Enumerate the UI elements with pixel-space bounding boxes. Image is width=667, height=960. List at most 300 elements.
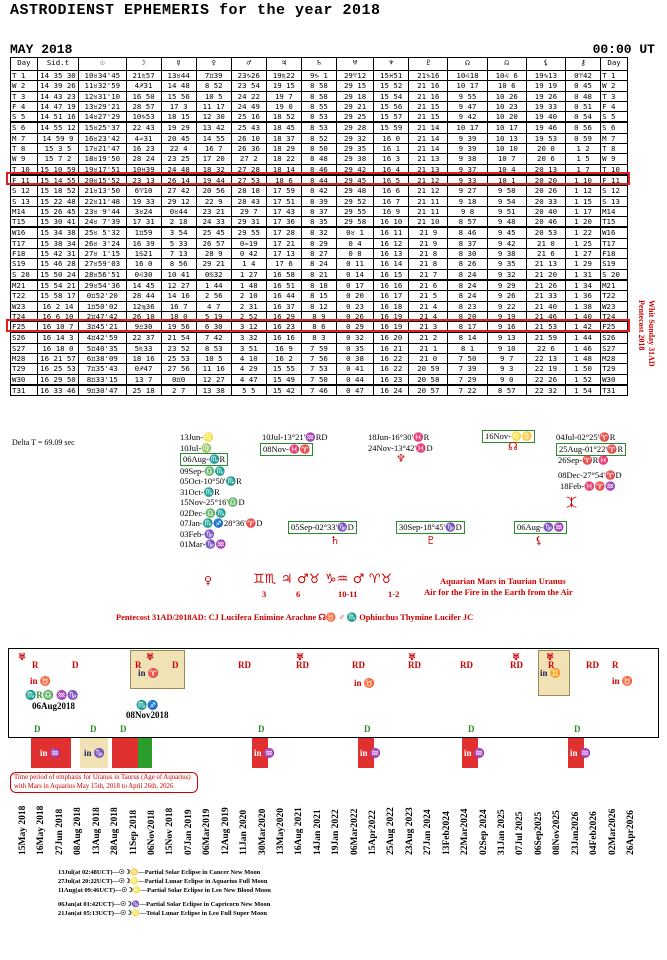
- in-aquarius: in ♒: [40, 748, 61, 758]
- table-cell: 15 42: [266, 385, 301, 396]
- column-header: ♀: [196, 58, 231, 71]
- table-cell: 18 29: [266, 144, 301, 154]
- table-cell: 16 9: [266, 343, 301, 353]
- table-cell: 0 20: [337, 291, 374, 301]
- table-cell: 1 17: [566, 206, 601, 216]
- table-cell: 6♊38'09: [79, 354, 126, 364]
- time-label: 00:00 UT: [592, 42, 655, 57]
- table-cell: 25♉ 5'32: [79, 227, 126, 238]
- table-cell: 20 57: [409, 385, 448, 396]
- table-cell: 21 8: [409, 249, 448, 259]
- table-cell: W 2: [11, 81, 38, 91]
- table-cell: 1 52: [566, 374, 601, 385]
- table-cell: 9 13: [487, 332, 526, 343]
- table-cell: 10♓39: [126, 164, 161, 175]
- uranus-icon: ♅: [546, 652, 555, 662]
- eclipse-5: 21Jan(at 05:13UCT)—☉☽♌—Total Lunar Eclipse in Leo Full Super Moon: [58, 910, 267, 917]
- table-cell: 22 6: [526, 343, 565, 353]
- in-taurus: in ♉: [30, 676, 51, 686]
- house-num-4: 1-2: [388, 589, 400, 599]
- timeline-date: 15Apr2022: [368, 810, 379, 855]
- table-cell: 10♌ 6: [487, 71, 526, 81]
- timeline-date: 02Sep 2024: [478, 809, 489, 855]
- date-b: 08Nov2018: [126, 710, 169, 720]
- timeline-date: 23Jan2026: [570, 811, 581, 855]
- table-cell: 16 7: [161, 301, 196, 311]
- table-cell: 19 0: [266, 101, 301, 111]
- table-cell: 16 18: [374, 301, 409, 311]
- table-cell: 21♉13'50: [79, 186, 126, 196]
- table-cell: 8 17: [448, 322, 487, 333]
- table-cell: 26 10: [231, 133, 266, 143]
- table-cell: 24♉ 7'39: [79, 217, 126, 228]
- table-cell: 1 10: [566, 175, 601, 186]
- table-cell: 25 53: [161, 354, 196, 364]
- table-cell: 16 6: [374, 186, 409, 196]
- table-cell: 16 29 50: [37, 374, 78, 385]
- table-cell: 21 4: [409, 301, 448, 311]
- tl-label-rd: RD: [296, 660, 309, 670]
- table-cell: T22: [601, 291, 628, 301]
- table-cell: 23 52: [161, 343, 196, 353]
- timeline-date: 12Aug 2019: [220, 807, 231, 855]
- table-cell: F 4: [601, 101, 628, 111]
- table-cell: 14 51 16: [37, 112, 78, 123]
- house-num-2: 6: [296, 589, 301, 599]
- table-cell: 19 56: [161, 322, 196, 333]
- table-cell: 8 50: [301, 144, 336, 154]
- table-row: [11, 186, 628, 196]
- table-cell: 17 59: [266, 186, 301, 196]
- table-cell: 17 3: [161, 101, 196, 111]
- timeline-date: 06Nov2018: [146, 810, 157, 855]
- table-cell: 21 59: [526, 332, 565, 343]
- table-cell: 9 39: [448, 133, 487, 143]
- table-cell: 16 9: [374, 206, 409, 216]
- table-cell: 1 27: [231, 269, 266, 280]
- table-cell: 0 59: [566, 133, 601, 143]
- neptune-icon: ♆: [396, 452, 406, 465]
- table-cell: 10 13: [487, 133, 526, 143]
- table-row: [11, 291, 628, 301]
- table-cell: 29 7: [231, 206, 266, 216]
- table-cell: 19 40: [526, 112, 565, 123]
- timeline-date: 07Jan 2019: [183, 809, 194, 855]
- table-cell: 15 49: [266, 374, 301, 385]
- table-cell: 21♑16: [409, 71, 448, 81]
- delta-t: Delta T = 69.09 sec: [12, 438, 75, 447]
- house-num-3: 10-11: [338, 589, 358, 599]
- column-header: ♃: [266, 58, 301, 71]
- table-cell: 29 15: [337, 81, 374, 91]
- table-cell: 29 35: [337, 144, 374, 154]
- table-cell: 24 33: [196, 217, 231, 228]
- table-cell: W30: [601, 374, 628, 385]
- tl-d: D: [468, 724, 475, 734]
- table-cell: 18 14: [266, 164, 301, 175]
- table-row: [11, 354, 628, 364]
- table-cell: 1 54: [566, 385, 601, 396]
- table-cell: 4♐31: [126, 81, 161, 91]
- table-cell: T 1: [601, 71, 628, 81]
- table-cell: 22 32: [526, 385, 565, 396]
- table-cell: 15 10 59: [37, 164, 78, 175]
- side-note: Whit Sunday 31AD Pentecost 2018: [637, 300, 656, 367]
- table-cell: 16 16: [374, 280, 409, 291]
- table-cell: 21 13: [526, 259, 565, 269]
- table-cell: 1 29: [566, 259, 601, 269]
- in-capricorn: in ♑: [84, 748, 105, 758]
- tl-label-rd: RD: [352, 660, 365, 670]
- table-cell: 8 29: [301, 238, 336, 248]
- table-cell: 0 54: [566, 112, 601, 123]
- table-cell: 1 7: [566, 164, 601, 175]
- timeline-date: 08Nov2025: [552, 810, 563, 855]
- table-cell: 9 58: [487, 186, 526, 196]
- table-cell: 5 19: [196, 311, 231, 321]
- table-cell: 16 23: [126, 144, 161, 154]
- column-header: Day: [11, 58, 38, 71]
- table-cell: T17: [11, 238, 38, 248]
- table-cell: 0 51: [566, 101, 601, 111]
- table-cell: 21 9: [409, 238, 448, 248]
- table-cell: 10 5: [196, 354, 231, 364]
- table-cell: T15: [11, 217, 38, 228]
- table-cell: 18 16: [126, 354, 161, 364]
- table-row: [11, 122, 628, 133]
- table-cell: 9 47: [448, 101, 487, 111]
- table-cell: 19 33: [126, 196, 161, 206]
- table-cell: 20 59: [409, 364, 448, 374]
- table-cell: 16 44: [266, 291, 301, 301]
- table-cell: 17 31: [126, 217, 161, 228]
- timeline-date: 22Mar2024: [460, 808, 471, 855]
- table-cell: 29 48: [337, 186, 374, 196]
- table-cell: 1 22: [566, 227, 601, 238]
- table-cell: M21: [11, 280, 38, 291]
- table-cell: 15 14 55: [37, 175, 78, 186]
- table-cell: 3♊45'21: [79, 322, 126, 333]
- table-cell: 20 0: [526, 144, 565, 154]
- table-cell: 0♌30: [126, 269, 161, 280]
- table-cell: 16 33 46: [37, 385, 78, 396]
- table-cell: 9 38: [487, 249, 526, 259]
- ephemeris-table: [10, 57, 628, 396]
- table-cell: 19 15: [266, 81, 301, 91]
- table-cell: 29 31: [231, 217, 266, 228]
- table-cell: 21 10: [409, 217, 448, 228]
- table-cell: 8 53: [301, 122, 336, 133]
- tl-d: D: [34, 724, 41, 734]
- venus-dates: 13Jun-♌ 10Jul-♍ 06Aug-♏R 09Sep-♎♏ 05Oct-10°50'♏R 31Oct-♏R 15Nov-25°16'♎D 02Dec-♎♏ 07Jan-♏♐28°36'♈D 03Feb-♑ 01Mar-♑♒: [180, 432, 263, 549]
- table-cell: W 9: [11, 154, 38, 164]
- table-row: [11, 112, 628, 123]
- table-cell: 24 48: [161, 164, 196, 175]
- table-cell: 29 21: [196, 259, 231, 269]
- table-cell: 11 17: [196, 101, 231, 111]
- table-cell: 8 46: [448, 227, 487, 238]
- table-cell: 1 4: [231, 259, 266, 269]
- table-row: [11, 217, 628, 228]
- table-cell: 7 42: [196, 332, 231, 343]
- table-row: [11, 301, 628, 311]
- table-cell: 10 5: [196, 91, 231, 101]
- in-taurus: in ♉: [354, 678, 375, 688]
- timeline-date: 31Jan 2025: [497, 809, 508, 855]
- table-cell: 21 5: [409, 291, 448, 301]
- table-cell: 4 29: [231, 364, 266, 374]
- table-cell: M21: [601, 280, 628, 291]
- timeline-date: 27Jan 2024: [423, 809, 434, 855]
- column-header: Sid.t: [37, 58, 78, 71]
- table-cell: 0♋32: [196, 269, 231, 280]
- column-header: ♂: [231, 58, 266, 71]
- in-aquarius: in ♒: [254, 748, 275, 758]
- saturn-icon: ♄: [330, 534, 340, 547]
- table-cell: 9 33: [448, 175, 487, 186]
- table-cell: T24: [601, 311, 628, 321]
- table-cell: 8 39: [301, 196, 336, 206]
- column-header: ♇: [409, 58, 448, 71]
- table-cell: 9♎30: [126, 322, 161, 333]
- table-cell: 1 48: [231, 280, 266, 291]
- table-cell: 20 20: [526, 175, 565, 186]
- table-cell: 8♊33'15: [79, 374, 126, 385]
- table-cell: 16 15: [374, 269, 409, 280]
- table-cell: 21 4: [409, 311, 448, 321]
- table-cell: W 9: [601, 154, 628, 164]
- table-cell: 0 56: [566, 122, 601, 133]
- table-cell: 9 22: [487, 301, 526, 311]
- table-cell: 3 54: [161, 227, 196, 238]
- timeline-date: 04Feb2026: [589, 811, 600, 855]
- column-header: ♅: [337, 58, 374, 71]
- highlight-row-20: [6, 319, 630, 332]
- table-cell: 21 13: [409, 154, 448, 164]
- table-cell: 12♍36: [126, 301, 161, 311]
- table-cell: 21 7: [409, 269, 448, 280]
- table-cell: 9 8: [448, 206, 487, 216]
- table-cell: 9 29: [487, 280, 526, 291]
- column-header: ☽: [126, 58, 161, 71]
- table-cell: 25 45: [196, 227, 231, 238]
- table-cell: 0 29: [337, 322, 374, 333]
- table-cell: 14 55: [196, 133, 231, 143]
- table-cell: 15 38 34: [37, 238, 78, 248]
- table-cell: 21 6: [409, 280, 448, 291]
- house-num-1: 3: [262, 589, 267, 599]
- table-cell: 16 2 14: [37, 301, 78, 311]
- table-cell: 16 16: [266, 332, 301, 343]
- timeline-date: 13Feb2024: [441, 811, 452, 855]
- table-cell: 1 2: [566, 144, 601, 154]
- table-cell: 16 5: [374, 175, 409, 186]
- table-cell: 21 16: [409, 81, 448, 91]
- neptune-station-b: 24Nov-13°42'♓D: [368, 443, 433, 453]
- table-cell: 10 17: [487, 122, 526, 133]
- table-cell: 18 15: [161, 112, 196, 123]
- mars-pisces-bar: [138, 738, 152, 768]
- table-cell: 6♈10: [126, 186, 161, 196]
- table-cell: 8 53: [196, 343, 231, 353]
- table-cell: 8 12: [301, 301, 336, 311]
- in-aquarius: in ♒: [464, 748, 485, 758]
- table-cell: M 7: [11, 133, 38, 143]
- table-cell: 20 40: [526, 206, 565, 216]
- table-cell: 0♒19: [231, 238, 266, 248]
- table-cell: 20 13: [526, 164, 565, 175]
- table-cell: 16 21: [374, 343, 409, 353]
- table-cell: W16: [11, 227, 38, 238]
- lilith-ingress: 06Aug-♑♒: [514, 521, 567, 534]
- table-cell: 5 33: [161, 238, 196, 248]
- table-cell: 0 42: [231, 249, 266, 259]
- timeline-date: 26Apr2026: [626, 810, 636, 855]
- table-cell: 26 57: [196, 238, 231, 248]
- table-cell: 2 56: [196, 291, 231, 301]
- tl-label-d: D: [72, 660, 79, 670]
- table-cell: 15 54 21: [37, 280, 78, 291]
- table-cell: 19 46: [526, 122, 565, 133]
- table-row: [11, 238, 628, 248]
- table-cell: 8 23: [448, 301, 487, 311]
- table-cell: 17 20: [196, 154, 231, 164]
- table-cell: 22 37: [126, 332, 161, 343]
- table-cell: 9♑ 1: [301, 71, 336, 81]
- table-cell: 15♉25'37: [79, 122, 126, 133]
- table-cell: 9 39: [448, 144, 487, 154]
- table-cell: 16 4: [374, 164, 409, 175]
- table-cell: 9 38: [448, 154, 487, 164]
- table-cell: 10 4: [487, 164, 526, 175]
- table-cell: 8 24: [448, 291, 487, 301]
- eclipse-4: 06Jan(at 01:42UCT)—☉☽♑—Partial Solar Eclipse in Capricorn New Moon: [58, 901, 271, 908]
- table-cell: 6 30: [196, 322, 231, 333]
- table-cell: 0 17: [337, 280, 374, 291]
- aquarian-line-2: Air for the Fire in the Earth from the Air: [424, 587, 573, 597]
- table-cell: 16 21 57: [37, 354, 78, 364]
- table-cell: 15♓51: [374, 71, 409, 81]
- table-cell: 20 45: [161, 133, 196, 143]
- table-cell: 8 57: [487, 385, 526, 396]
- table-cell: S 6: [601, 122, 628, 133]
- table-cell: 22 43: [126, 122, 161, 133]
- table-cell: 9 16: [487, 322, 526, 333]
- uranus-icon: ♅: [18, 652, 27, 662]
- table-cell: 19♏22: [266, 71, 301, 81]
- table-cell: 15 30 41: [37, 217, 78, 228]
- timeline-date: 15May 2018: [18, 805, 28, 855]
- table-cell: 14 47 19: [37, 101, 78, 111]
- table-cell: W16: [601, 227, 628, 238]
- table-cell: 7 50: [301, 374, 336, 385]
- month-label: MAY 2018: [10, 42, 73, 57]
- table-cell: 19 26: [526, 91, 565, 101]
- table-cell: 8 27: [301, 249, 336, 259]
- table-cell: 14 43 23: [37, 91, 78, 101]
- table-cell: 18 52: [266, 112, 301, 123]
- table-cell: 1 31: [566, 269, 601, 280]
- table-cell: 27 2: [231, 154, 266, 164]
- table-cell: 8 42: [301, 186, 336, 196]
- table-cell: 0 35: [337, 343, 374, 353]
- table-cell: 10 10: [487, 144, 526, 154]
- table-cell: 17 43: [266, 206, 301, 216]
- table-cell: 9 0: [487, 374, 526, 385]
- table-cell: 28 44: [126, 291, 161, 301]
- page-title: ASTRODIENST EPHEMERIS for the year 2018: [10, 2, 381, 19]
- table-cell: 27♉59'03: [79, 259, 126, 269]
- table-cell: 16 7: [374, 196, 409, 206]
- timeline-date: 07Jul 2025: [515, 811, 526, 855]
- timeline-date: 16Aug 2021: [294, 807, 305, 855]
- uranus-icon: ♅: [512, 652, 521, 662]
- table-cell: 8 20: [448, 311, 487, 321]
- chiron-c: 26Sep-♈R♓: [558, 455, 609, 465]
- table-cell: 1 38: [566, 301, 601, 311]
- table-cell: 1 44: [196, 280, 231, 291]
- table-cell: 29 58: [337, 217, 374, 228]
- table-cell: 2 10: [231, 291, 266, 301]
- table-cell: 8 9: [301, 311, 336, 321]
- table-cell: 18 0: [161, 311, 196, 321]
- table-cell: 16 13: [374, 249, 409, 259]
- table-cell: 19 44: [196, 175, 231, 186]
- table-cell: M 7: [601, 133, 628, 143]
- table-cell: 1 48: [566, 354, 601, 364]
- table-cell: 17 28: [266, 227, 301, 238]
- table-cell: 1 27: [566, 249, 601, 259]
- table-cell: T 10: [11, 164, 38, 175]
- table-cell: 15 22 48: [37, 196, 78, 206]
- in-aries: in ♈: [138, 668, 159, 678]
- table-cell: 29♈12: [337, 71, 374, 81]
- table-cell: 8 15: [301, 291, 336, 301]
- table-cell: 13 42: [196, 122, 231, 133]
- table-cell: 1♊50'02: [79, 301, 126, 311]
- table-cell: 23♑26: [231, 71, 266, 81]
- mars-aquarius-bar: [112, 738, 138, 768]
- table-cell: 21 53: [526, 322, 565, 333]
- table-cell: 1 5: [566, 154, 601, 164]
- table-cell: 15 46 28: [37, 259, 78, 269]
- table-cell: 10 7: [487, 154, 526, 164]
- table-cell: 8 24: [448, 269, 487, 280]
- table-cell: 7 46: [301, 385, 336, 396]
- table-cell: 5 5: [231, 385, 266, 396]
- table-cell: 12 27: [161, 280, 196, 291]
- table-cell: 3 51: [231, 343, 266, 353]
- table-cell: S 5: [11, 112, 38, 123]
- table-cell: 9 32: [487, 269, 526, 280]
- table-cell: T31: [601, 385, 628, 396]
- table-cell: 29♉54'36: [79, 280, 126, 291]
- table-cell: 15 42 31: [37, 249, 78, 259]
- table-cell: 8 37: [448, 238, 487, 248]
- table-row: [11, 91, 628, 101]
- table-cell: 21 26: [526, 280, 565, 291]
- table-cell: 10♉34'45: [79, 71, 126, 81]
- tl-label-d: D: [172, 660, 179, 670]
- table-cell: 12 27: [196, 374, 231, 385]
- table-cell: 1 46: [566, 343, 601, 353]
- table-cell: 2 52: [231, 311, 266, 321]
- table-cell: 16 22: [374, 364, 409, 374]
- table-cell: 20♉15'52: [79, 175, 126, 186]
- table-cell: 10♌18: [448, 71, 487, 81]
- table-cell: S 20: [11, 269, 38, 280]
- table-cell: 16 1: [374, 144, 409, 154]
